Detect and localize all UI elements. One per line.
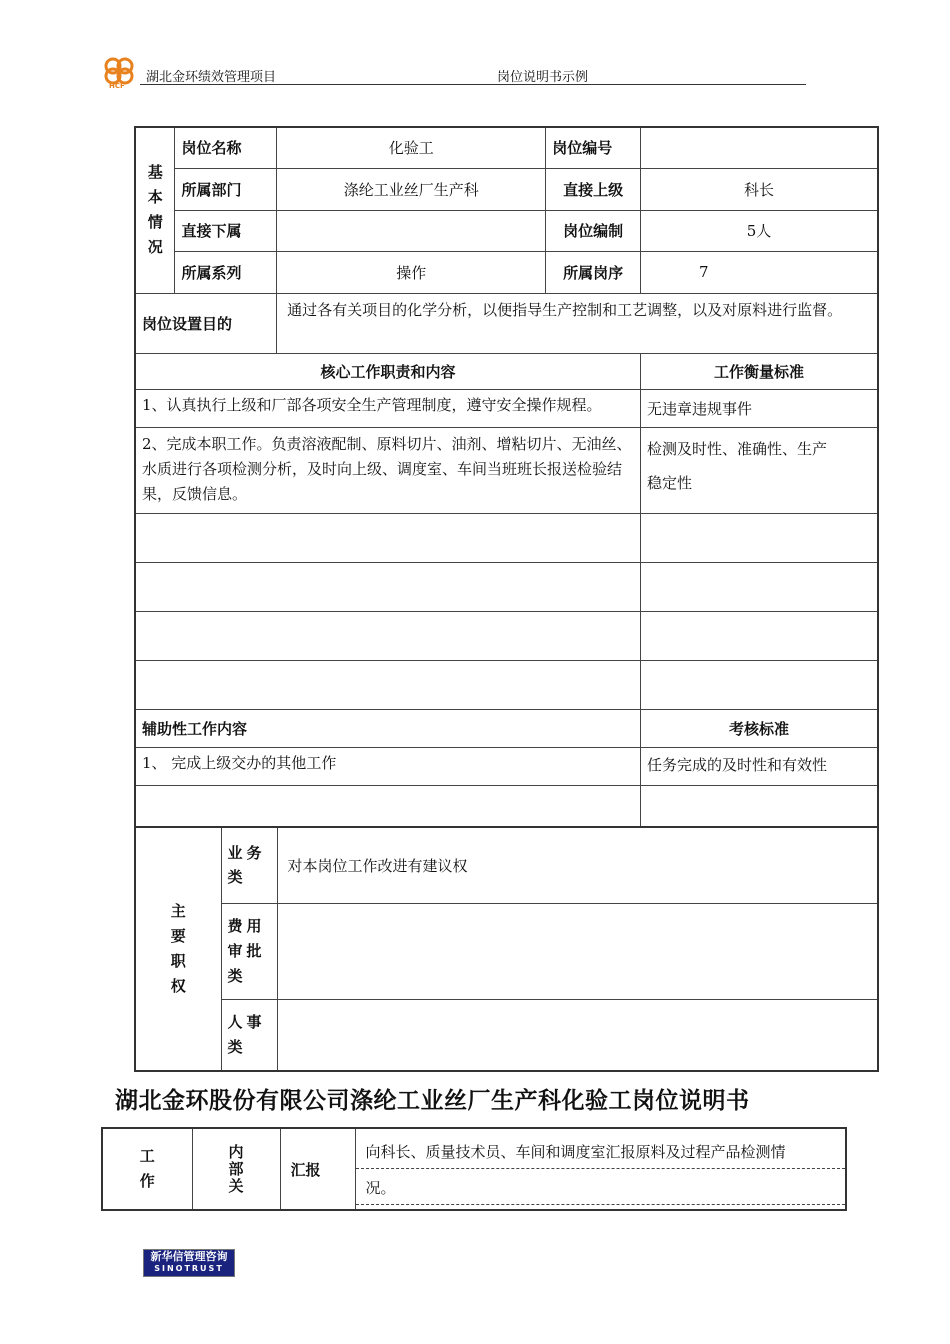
authority-table bbox=[134, 826, 879, 1072]
core-empty-row bbox=[135, 611, 641, 660]
authority-type-expense: 费用审批类 bbox=[221, 903, 277, 999]
core-duty-1: 1、认真执行上级和厂部各项安全生产管理制度，遵守安全操作规程。 bbox=[135, 389, 641, 427]
report-label: 汇报 bbox=[280, 1128, 355, 1210]
core-empty-row bbox=[135, 660, 641, 709]
core-standard-1: 无违章违规事件 bbox=[641, 389, 878, 427]
core-empty-cell bbox=[641, 611, 878, 660]
document-title: 湖北金环股份有限公司涤纶工业丝厂生产科化验工岗位说明书 bbox=[115, 1088, 750, 1114]
value-series: 操作 bbox=[277, 251, 546, 293]
core-empty-cell bbox=[641, 513, 878, 562]
label-department: 所属部门 bbox=[175, 168, 277, 210]
authority-type-personnel: 人事类 bbox=[221, 999, 277, 1071]
internal-relations-label: 内部关 bbox=[192, 1128, 280, 1210]
header-project: 湖北金环绩效管理项目 bbox=[146, 70, 277, 85]
core-duties-header: 核心工作职责和内容 bbox=[135, 353, 641, 389]
label-rank: 所属岗序 bbox=[546, 251, 641, 293]
aux-empty-cell bbox=[641, 785, 878, 827]
basic-info-label: 基本情况 bbox=[135, 127, 175, 293]
consultant-logo-cn: 新华信管理咨询 bbox=[150, 1250, 228, 1263]
label-subordinate: 直接下属 bbox=[175, 210, 277, 251]
value-rank: 7 bbox=[641, 251, 878, 293]
work-relations-label: 工作 bbox=[102, 1128, 192, 1210]
core-standard-2: 检测及时性、准确性、生产稳定性 bbox=[641, 427, 878, 513]
authority-label: 主要职权 bbox=[135, 827, 221, 1071]
value-job-title: 化验工 bbox=[277, 127, 546, 168]
value-superior: 科长 bbox=[641, 168, 878, 210]
report-text-line-1: 向科长、质量技术员、车间和调度室汇报原料及过程产品检测情 bbox=[356, 1133, 846, 1169]
label-headcount: 岗位编制 bbox=[546, 210, 641, 251]
core-empty-cell bbox=[641, 660, 878, 709]
aux-standard-1: 任务完成的及时性和有效性 bbox=[641, 747, 878, 785]
value-purpose: 通过各有关项目的化学分析，以便指导生产控制和工艺调整，以及对原料进行监督。 bbox=[277, 293, 878, 353]
label-job-code: 岗位编号 bbox=[546, 127, 641, 168]
report-text-line-2: 况。 bbox=[356, 1169, 846, 1205]
logo-text: HCF bbox=[109, 82, 125, 90]
header-rule bbox=[140, 84, 806, 85]
label-superior: 直接上级 bbox=[546, 168, 641, 210]
authority-content-business: 对本岗位工作改进有建议权 bbox=[277, 827, 878, 903]
authority-content-expense bbox=[277, 903, 878, 999]
aux-duty-1: 1、 完成上级交办的其他工作 bbox=[135, 747, 641, 785]
value-department: 涤纶工业丝厂生产科 bbox=[277, 168, 546, 210]
consultant-logo bbox=[143, 1249, 235, 1277]
authority-type-business: 业务类 bbox=[221, 827, 277, 903]
core-standard-header: 工作衡量标准 bbox=[641, 353, 878, 389]
consultant-logo-en: SINOTRUST bbox=[154, 1264, 224, 1273]
aux-standard-header: 考核标准 bbox=[641, 709, 878, 747]
core-empty-row bbox=[135, 562, 641, 611]
label-job-title: 岗位名称 bbox=[175, 127, 277, 168]
value-job-code bbox=[641, 127, 878, 168]
report-content bbox=[355, 1128, 846, 1210]
core-duty-2: 2、完成本职工作。负责溶液配制、原料切片、油剂、增粘切片、无油丝、水质进行各项检测分析，及时向上级、调度室、车间当班班长报送检验结果，反馈信息。 bbox=[135, 427, 641, 513]
header-doc-type: 岗位说明书示例 bbox=[497, 70, 589, 85]
aux-duties-header: 辅助性工作内容 bbox=[135, 709, 641, 747]
job-description-table bbox=[134, 126, 879, 828]
work-relations-table bbox=[101, 1127, 847, 1211]
label-purpose: 岗位设置目的 bbox=[135, 293, 277, 353]
value-subordinate bbox=[277, 210, 546, 251]
authority-content-personnel bbox=[277, 999, 878, 1071]
core-empty-row bbox=[135, 513, 641, 562]
aux-empty-row bbox=[135, 785, 641, 827]
core-empty-cell bbox=[641, 562, 878, 611]
company-logo bbox=[101, 56, 137, 90]
value-headcount: 5人 bbox=[641, 210, 878, 251]
label-series: 所属系列 bbox=[175, 251, 277, 293]
